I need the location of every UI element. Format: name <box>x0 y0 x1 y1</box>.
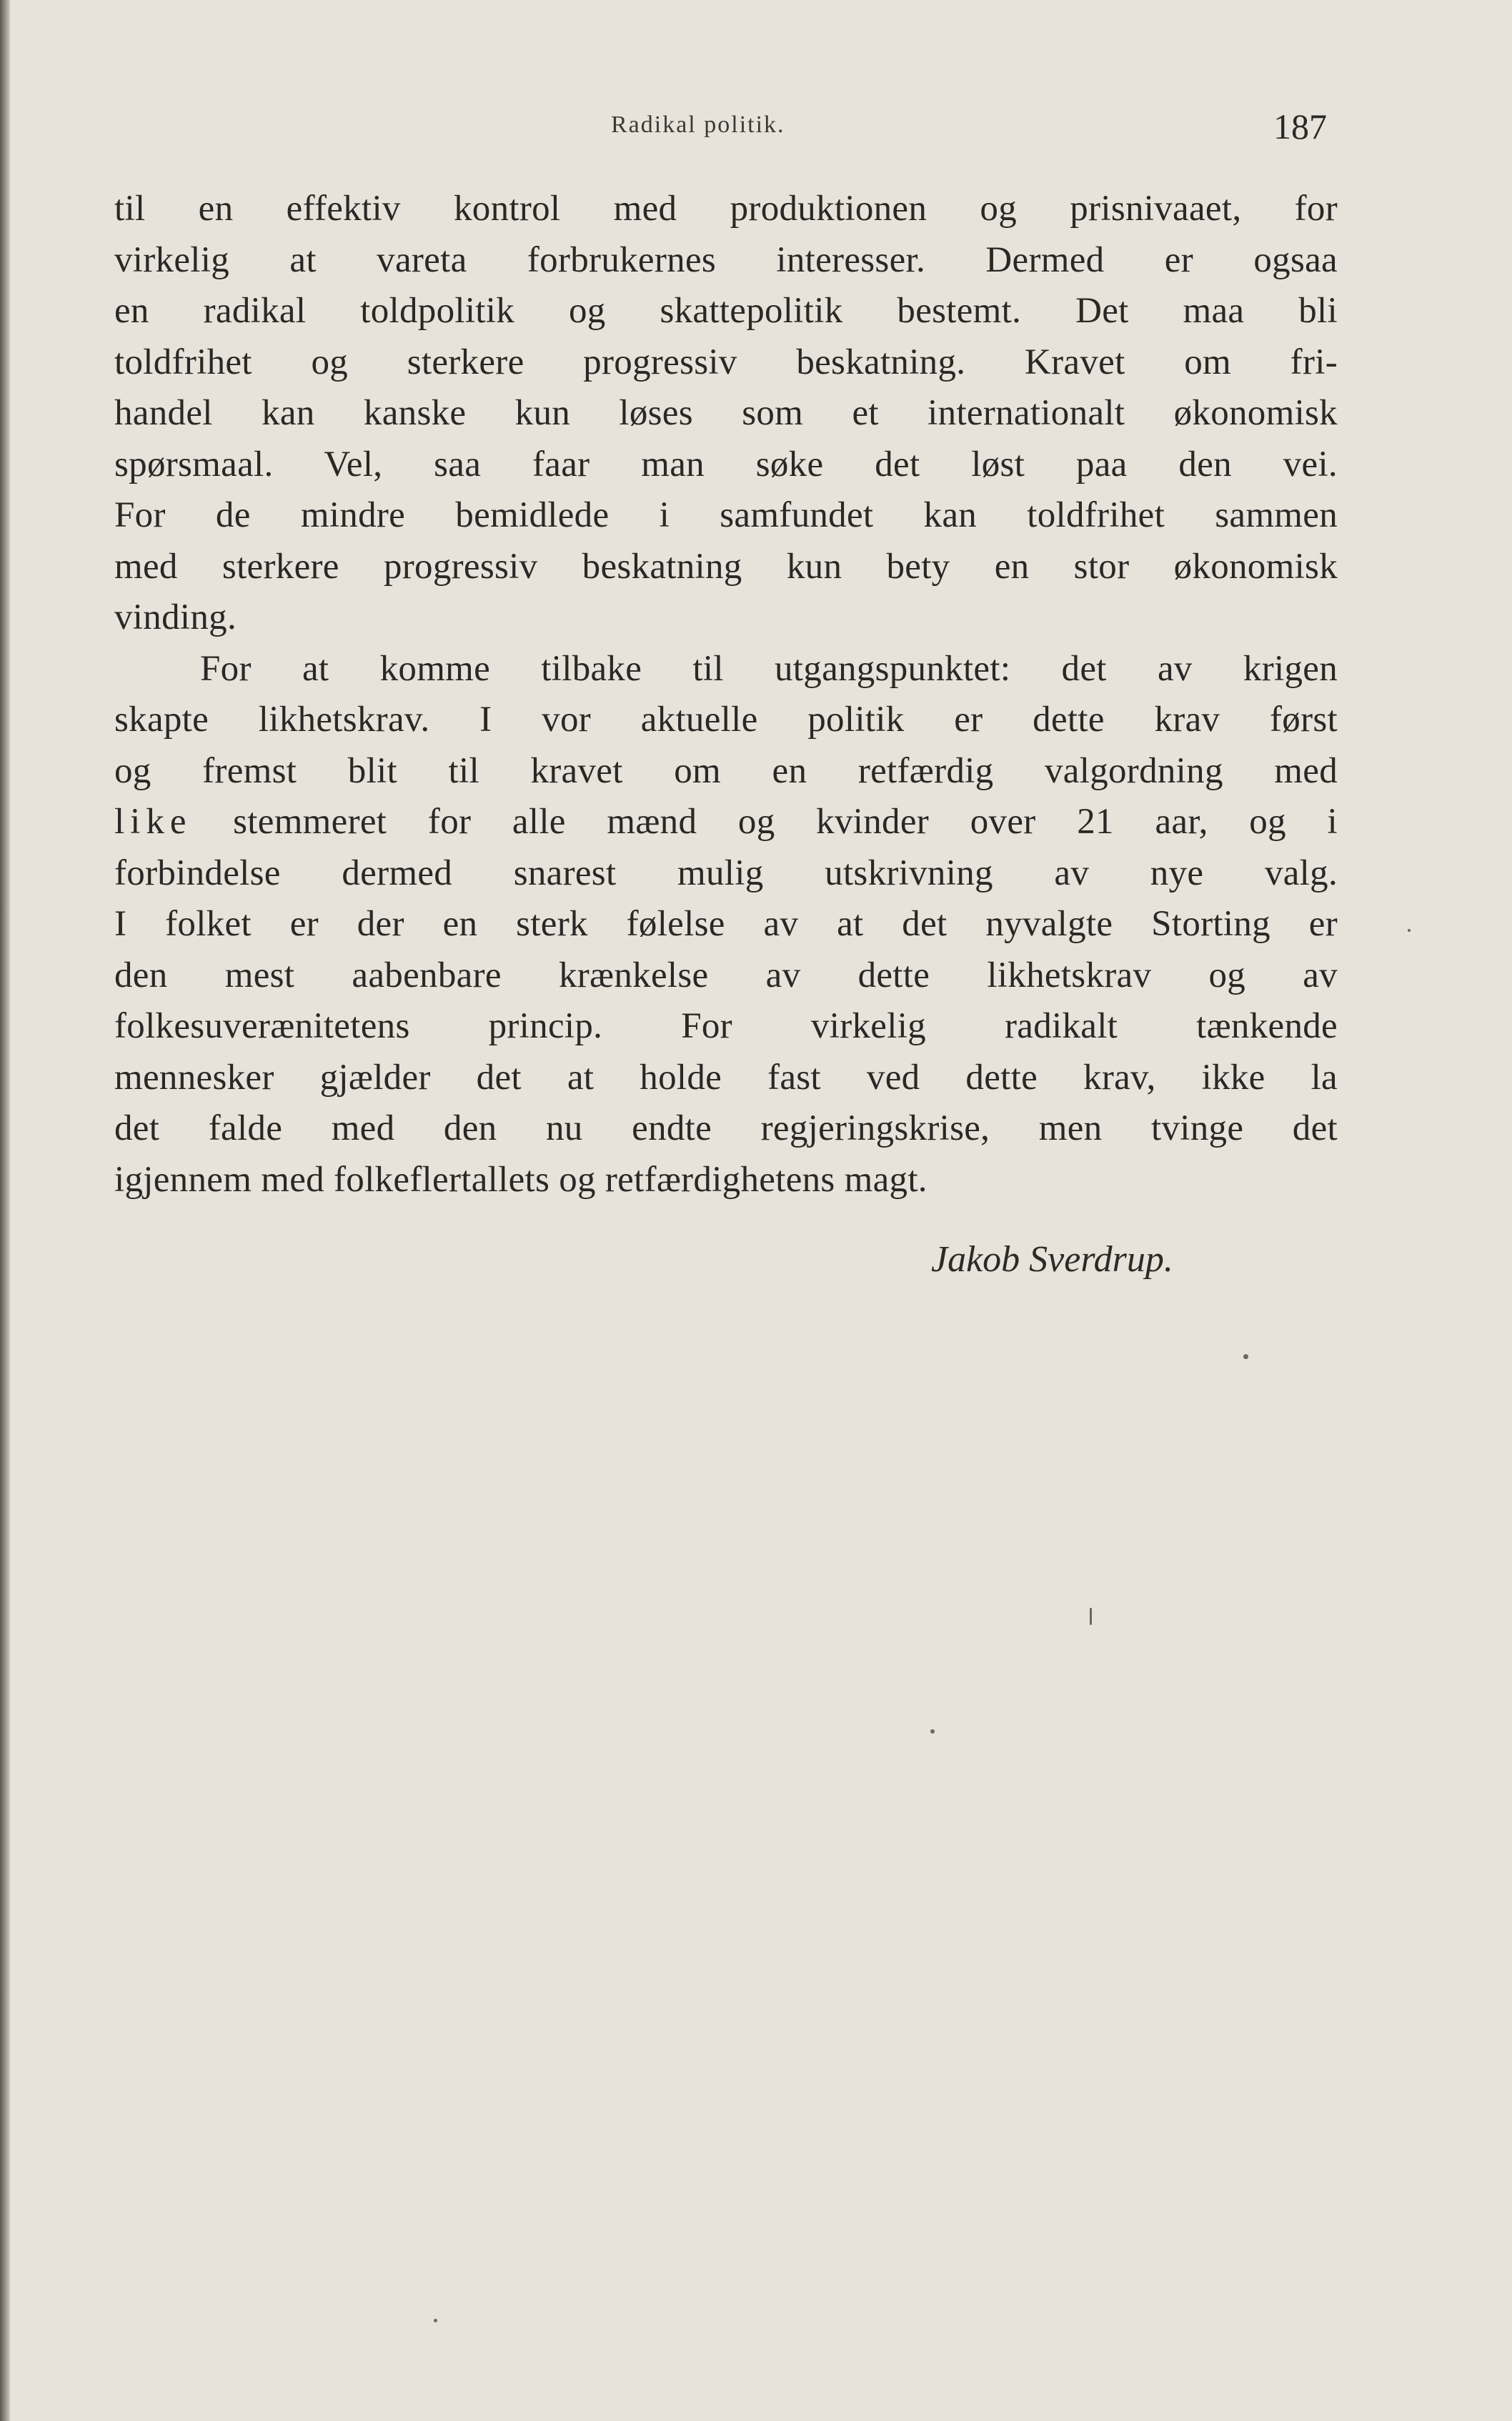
text-line: igjennem med folkeflertallets og retfærdighetens magt. <box>114 1159 927 1200</box>
paragraph-1 <box>114 184 1338 644</box>
speck <box>434 2319 437 2322</box>
text-line: forbindelse dermed snarest mulig utskrivning av nye valg. <box>114 852 1338 893</box>
author-signature: Jakob Sverdrup. <box>931 1239 1173 1280</box>
text-line: folkesuverænitetens princip. For virkelig radikalt tænkende <box>114 1006 1338 1046</box>
text-line: spørsmaal. Vel, saa faar man søke det løst paa den vei. <box>114 444 1338 484</box>
emphasized-word: like <box>114 802 192 842</box>
speck <box>1408 929 1411 932</box>
text-line: handel kan kanske kun løses som et internationalt økonomisk <box>114 393 1338 433</box>
running-head <box>0 106 1512 149</box>
speck <box>930 1729 935 1734</box>
text-line: den mest aabenbare krænkelse av dette likhetskrav og av <box>114 955 1338 995</box>
speck <box>1090 1608 1092 1625</box>
text-line: til en effektiv kontrol med produktionen og prisnivaaet, for <box>114 189 1338 229</box>
text-line: I folket er der en sterk følelse av at det nyvalgte Storting er <box>114 904 1338 944</box>
text-line: For at komme tilbake til utgangspunktet: det av krigen <box>200 648 1338 689</box>
text-line: For de mindre bemidlede i samfundet kan toldfrihet sammen <box>114 495 1338 535</box>
text-line: virkelig at vareta forbrukernes interesser. Dermed er ogsaa <box>114 239 1338 280</box>
text-line: og fremst blit til kravet om en retfærdig valgordning med <box>114 750 1338 791</box>
body-text <box>114 184 1338 1205</box>
text-line: mennesker gjælder det at holde fast ved dette krav, ikke la <box>114 1057 1338 1098</box>
text-line: med sterkere progressiv beskatning kun bety en stor økonomisk <box>114 546 1338 587</box>
running-title: Radikal politik. <box>611 111 785 138</box>
paragraph-2 <box>114 644 1338 1206</box>
binding-edge <box>0 0 10 2421</box>
text-line: skapte likhetskrav. I vor aktuelle politik er dette krav først <box>114 700 1338 740</box>
text-line: toldfrihet og sterkere progressiv beskatning. Kravet om fri- <box>114 342 1338 382</box>
text-line: en radikal toldpolitik og skattepolitik bestemt. Det maa bli <box>114 291 1338 331</box>
text-line: det falde med den nu endte regjeringskrise, men tvinge det <box>114 1108 1338 1148</box>
page-number: 187 <box>1273 106 1327 146</box>
speck <box>1243 1354 1248 1359</box>
text-line-rest: stemmeret for alle mænd og kvinder over 21 aar, og i <box>192 802 1338 842</box>
text-line-spaced <box>114 797 1338 848</box>
text-line: vinding. <box>114 597 237 637</box>
